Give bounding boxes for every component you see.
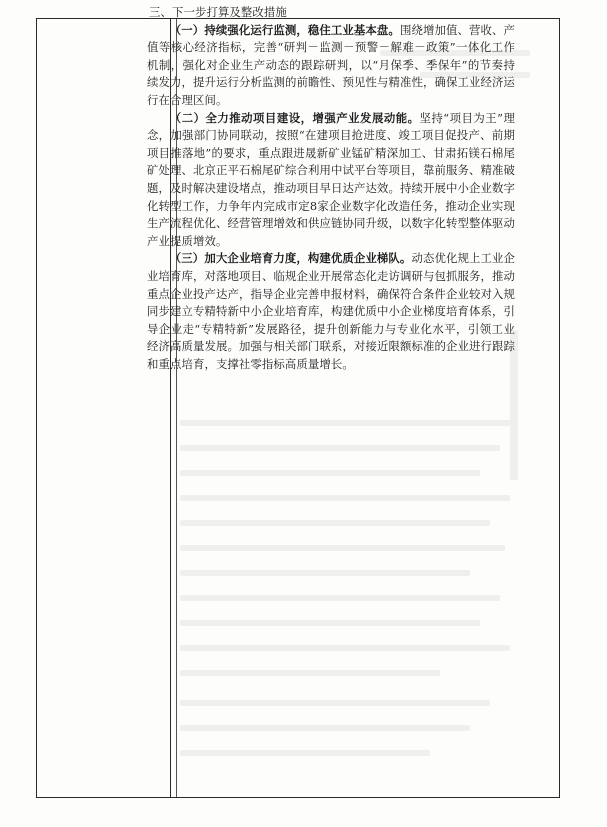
paragraph-1 bbox=[147, 22, 515, 110]
content-cell bbox=[147, 4, 515, 373]
paragraph-1-lead: （一）持续强化运行监测，稳住工业基本盘。 bbox=[169, 22, 400, 37]
paragraph-2 bbox=[147, 110, 515, 251]
paragraph-2-body: 坚持“项目为王”理念，加强部门协同联动，按照“在建项目抢进度、竣工项目促投产、前期项目推落地”的要求，重点跟进晟新矿业锰矿精深加工、甘肃拓镁石棉尾矿处理、北京正平石棉尾矿综合利用中试平台等项目，靠前服务、精准破题，及时解决建设堵点，推动项目早日达产达效。持续开展中小企业数字化转型工作，力争年内完成市定8家企业数字化改造任务，推动企业实现生产流程优化、经营管理增效和供应链协同升级，以数字化转型整体驱动产业提质增效。 bbox=[147, 110, 515, 248]
paragraph-3-lead: （三）加大企业培育力度，构建优质企业梯队。 bbox=[169, 251, 412, 266]
paragraph-1-body: 围绕增加值、营收、产值等核心经济指标，完善“研判－监测－预警－解难－政策”一体化工作机制，强化对企业生产动态的跟踪研判，以“月保季、季保年”的节奏持续发力，提升运行分析监测的前瞻性、预见性与精准性，确保工业经济运行在合理区间。 bbox=[147, 22, 515, 107]
paragraph-2-lead: （二）全力推动项目建设，增强产业发展动能。 bbox=[169, 110, 420, 125]
paragraph-3-body: 动态优化规上工业企业培育库，对落地项目、临规企业开展常态化走访调研与包抓服务，推动重点企业投产达产，指导企业完善申报材料，确保符合条件企业较对入规同步建立专精特新中小企业培育库，构建优质中小企业梯度培育体系，引导企业走“专精特新”发展路径，提升创新能力与专业化水平，引领工业经济高质量发展。加强与相关部门联系，对接近限额标准的企业进行跟踪和重点培育，支撑社零指标高质量增长。 bbox=[147, 251, 515, 371]
paragraph-3 bbox=[147, 250, 515, 373]
section-heading: 三、下一步打算及整改措施 bbox=[149, 5, 287, 19]
